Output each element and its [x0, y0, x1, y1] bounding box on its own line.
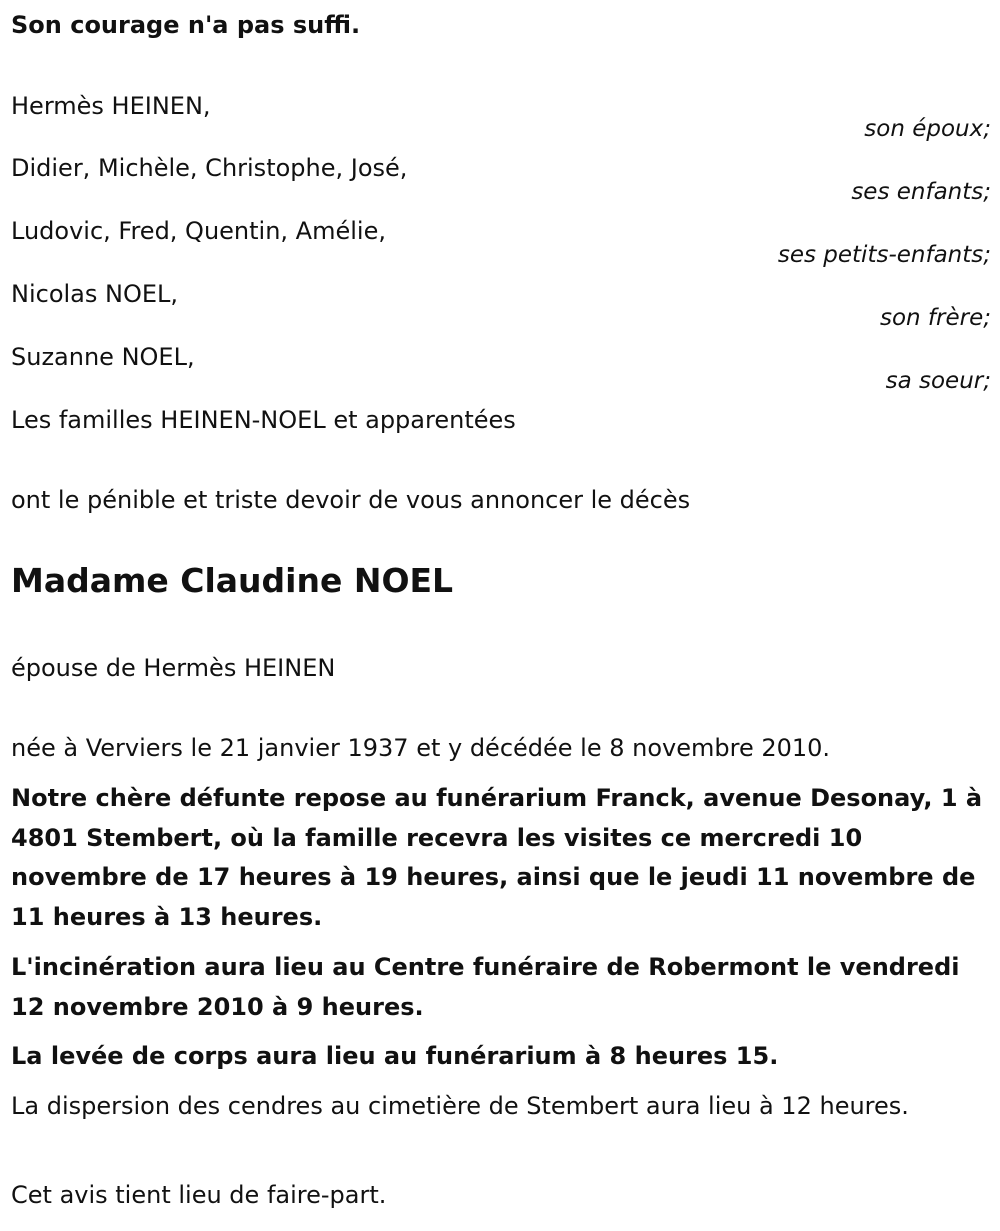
family-relation-grandchildren: ses petits-enfants; [777, 242, 991, 268]
visitation-paragraph: Notre chère défunte repose au funérarium Franck, avenue Desonay, 1 à 4801 Stembert, où la famille recevra les visites ce mercredi 10 novembre de 17 heures à 19 heures, ainsi que le jeudi 11 novembre de 11 heures à 13 heures. [11, 784, 983, 931]
family-relation-spouse: son époux; [864, 116, 991, 142]
cremation-paragraph: L'incinération aura lieu au Centre funéraire de Robermont le vendredi 12 novembre 2010 à 9 heures. [11, 953, 960, 1021]
notice-line: Cet avis tient lieu de faire-part. [11, 1181, 387, 1209]
announcement-line: ont le pénible et triste devoir de vous annoncer le décès [11, 486, 691, 514]
family-names-grandchildren: Ludovic, Fred, Quentin, Amélie, [11, 217, 386, 245]
spouse-line: épouse de Hermès HEINEN [11, 654, 336, 682]
levee-paragraph: La levée de corps aura lieu au funérarium à 8 heures 15. [11, 1042, 779, 1070]
family-names-brother: Nicolas NOEL, [11, 280, 179, 308]
family-relation-brother: son frère; [879, 305, 991, 331]
intro-line: Son courage n'a pas suffi. [11, 11, 361, 39]
family-names-spouse: Hermès HEINEN, [11, 92, 211, 120]
birth-death-line: née à Verviers le 21 janvier 1937 et y décédée le 8 novembre 2010. [11, 734, 831, 762]
families-line: Les familles HEINEN-NOEL et apparentées [11, 406, 516, 434]
family-names-children: Didier, Michèle, Christophe, José, [11, 154, 408, 182]
family-relation-children: ses enfants; [851, 179, 991, 205]
family-names-sister: Suzanne NOEL, [11, 343, 195, 371]
deceased-name: Madame Claudine NOEL [11, 561, 454, 600]
family-relation-sister: sa soeur; [885, 368, 991, 394]
dispersion-paragraph: La dispersion des cendres au cimetière de Stembert aura lieu à 12 heures. [11, 1092, 909, 1120]
